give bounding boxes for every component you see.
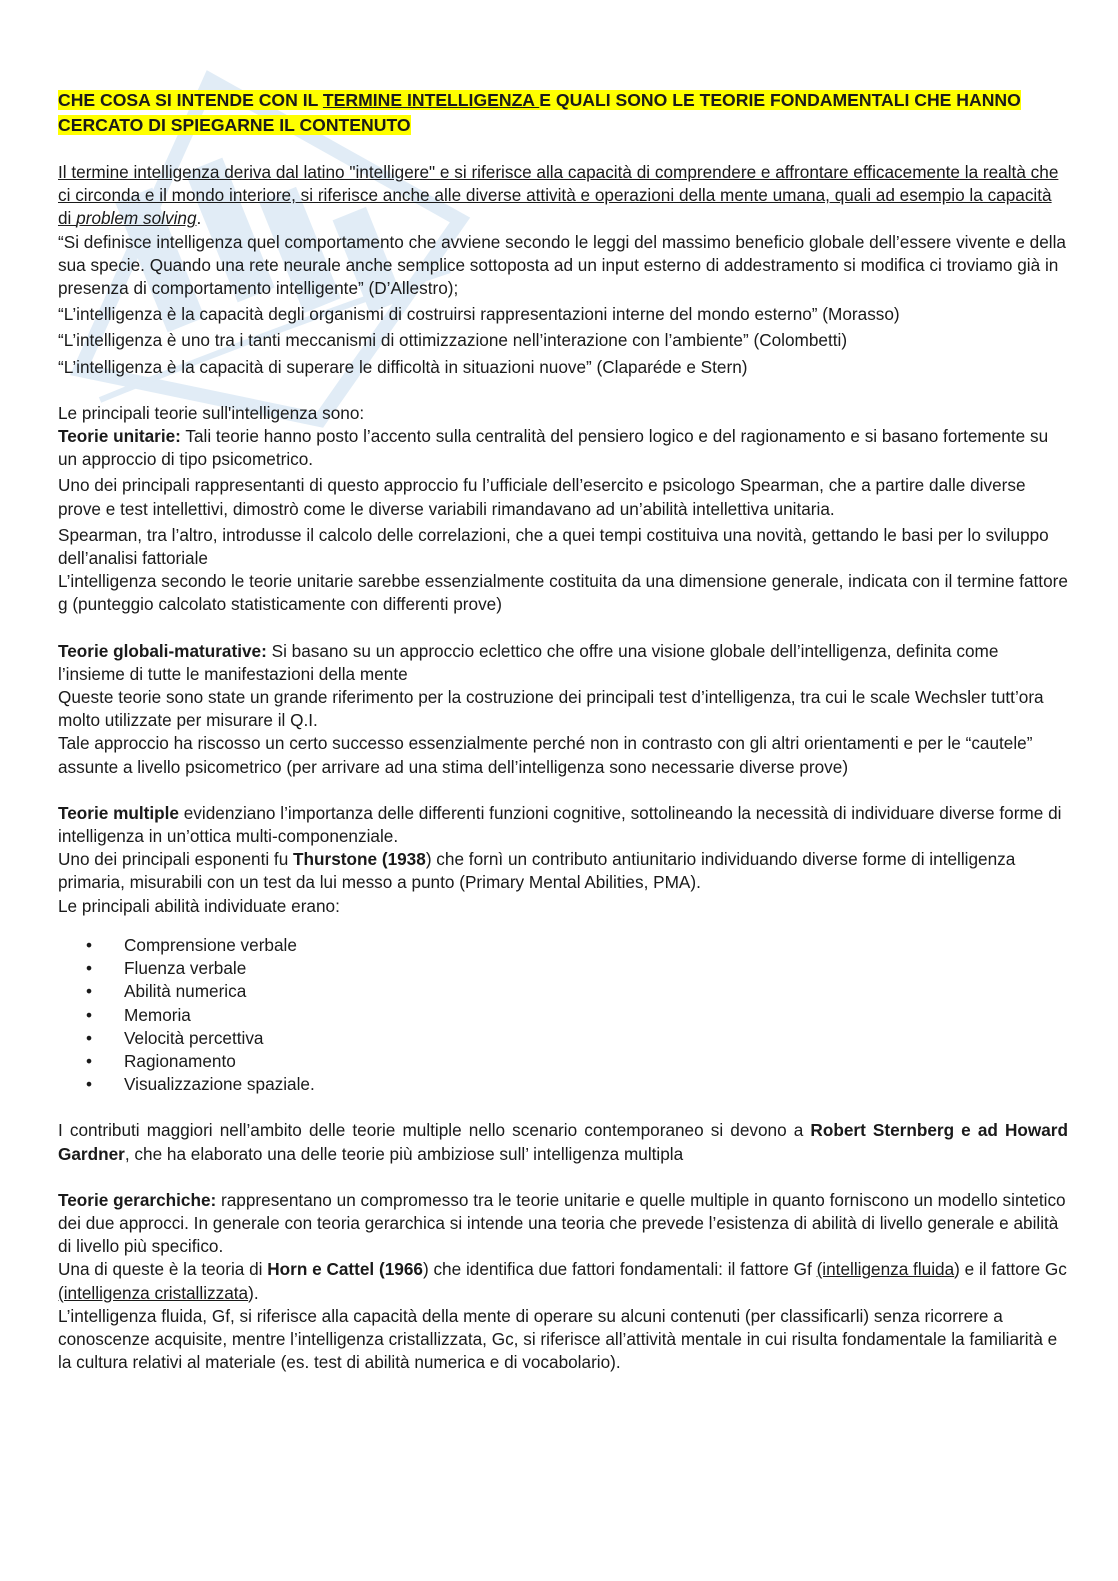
quote-colombetti: “L’intelligenza è uno tra i tanti meccanismi di ottimizzazione nell’interazione con l’ambiente” (Colombetti): [58, 330, 848, 351]
multiple-paragraph-2: Uno dei principali esponenti fu Thurstone (1938) che fornì un contributo antiunitario individuando diverse forme di intelligenza primaria, misurabili con un test da lui messo a punto (Primary Mental Abilities, PMA).: [58, 849, 1016, 893]
globali-heading: Teorie globali-maturative:: [58, 640, 267, 661]
quote-claparede: “L’intelligenza è la capacità di superare le difficoltà in situazioni nuove” (Claparéde e Stern): [58, 356, 748, 377]
globali-paragraph-1: Teorie globali-maturative: Si basano su un approccio eclettico che offre una visione globale dell’intelligenza, definita come l’insieme di tutte le manifestazioni della mente: [58, 640, 999, 684]
gerarchiche-paragraph-1: Teorie gerarchiche: rappresentano un compromesso tra le teorie unitarie e quelle multiple in quanto forniscono un modello sintetico dei due approcci. In generale con teoria gerarchica si intende una teoria che prevede l’esistenza di abilità di livello generale e abilità di livello più specifico.: [58, 1189, 1066, 1257]
list-item: • Abilità numerica: [86, 981, 247, 1002]
title-text: CHE COSA SI INTENDE CON IL: [58, 90, 323, 110]
globali-paragraph-2: Queste teorie sono state un grande riferimento per la costruzione dei principali test d’intelligenza, tra cui le scale Wechsler tutt’ora molto utilizzate per misurare il Q.I.: [58, 687, 1044, 731]
globali-paragraph-3: Tale approccio ha riscosso un certo successo essenzialmente perché non in contrasto con gli altri orientamenti e per le “cautele” assunte a livello psicometrico (per arrivare ad una stima dell’intelligenza sono necessarie diverse prove): [58, 733, 1033, 777]
unitarie-paragraph-3: Spearman, tra l’altro, introdusse il calcolo delle correlazioni, che a quei tempi costituiva una novità, gettando le basi per lo sviluppo dell’analisi fattoriale: [58, 524, 1049, 569]
multiple-paragraph-4: I contributi maggiori nell’ambito delle teorie multiple nello scenario contemporaneo si devono a Robert Sternberg e ad Howard Gardner, che ha elaborato una delle teorie più ambiziose sull’ intelligenza multipla: [58, 1120, 1068, 1164]
gerarchiche-paragraph-2: Una di queste è la teoria di Horn e Cattel (1966) che identifica due fattori fondamentali: il fattore Gf (intelligenza fluida) e il fattore Gc (intelligenza cristallizzata).: [58, 1259, 1067, 1303]
multiple-heading: Teorie multiple: [58, 802, 179, 823]
list-item: • Memoria: [86, 1004, 191, 1025]
title-text-end: E QUALI SONO LE TEORIE FONDAMENTALI CHE HANNO CERCATO DI SPIEGARNE IL CONTENUTO: [58, 90, 1021, 135]
unitarie-paragraph-4: L’intelligenza secondo le teorie unitarie sarebbe essenzialmente costituita da una dimensione generale, indicata con il termine fattore g (punteggio calcolato statisticamente con differenti prove): [58, 571, 1068, 615]
theories-lead: Le principali teorie sull'intelligenza sono:: [58, 402, 365, 423]
quote-dallestro: “Si definisce intelligenza quel comportamento che avviene secondo le leggi del massimo beneficio globale dell’essere vivente e della sua specie. Quando una rete neurale anche semplice sottoposta ad un input esterno di addestramento si modifica ci troviamo già in presenza di comportamento intelligente” (D’Allestro);: [58, 231, 1066, 299]
list-item: • Visualizzazione spaziale.: [86, 1074, 315, 1095]
document-body: [58, 88, 1068, 1374]
list-item: • Ragionamento: [86, 1050, 236, 1071]
abilities-list: [58, 934, 1068, 1096]
multiple-paragraph-1: Teorie multiple evidenziano l’importanza delle differenti funzioni cognitive, sottolineando la necessità di individuare diverse forme di intelligenza in un’ottica multi-componenziale.: [58, 802, 1062, 847]
gerarchiche-heading: Teorie gerarchiche:: [58, 1189, 217, 1210]
intro-definition: Il termine intelligenza deriva dal latino "intelligere" e si riferisce alla capacità di comprendere e affrontare efficacemente la realtà che ci circonda e il mondo interiore, si riferisce anche alle diverse attività e operazioni della mente umana, quali ad esempio la capacità di problem solving.: [58, 162, 1059, 229]
unitarie-heading: Teorie unitarie:: [58, 426, 181, 447]
unitarie-paragraph-2: Uno dei principali rappresentanti di questo approccio fu l’ufficiale dell’esercito e psicologo Spearman, che a partire dalle diverse prove e test intellettivi, dimostrò come le diverse variabili rimandavano ad un’abilità intellettiva unitaria.: [58, 475, 1026, 519]
unitarie-paragraph-1: Teorie unitarie: Tali teorie hanno posto l’accento sulla centralità del pensiero logico e del ragionamento e si basano fortemente su un approccio di tipo psicometrico.: [58, 426, 1049, 470]
list-item: • Fluenza verbale: [86, 958, 247, 979]
multiple-paragraph-3: Le principali abilità individuate erano:: [58, 895, 340, 916]
list-item: • Comprensione verbale: [86, 934, 297, 955]
gerarchiche-paragraph-3: L’intelligenza fluida, Gf, si riferisce alla capacità della mente di operare su alcuni contenuti (per classificarli) senza ricorrere a conoscenze acquisite, mentre l’intelligenza cristallizzata, Gc, si riferisce all’attività mentale in cui risulta fondamentale la familiarità e la cultura relativi al materiale (es. test di abilità numerica e di vocabolario).: [58, 1305, 1058, 1373]
quote-morasso: “L’intelligenza è la capacità degli organismi di costruirsi rappresentazioni interne del mondo esterno” (Morasso): [58, 304, 900, 325]
list-item: • Velocità percettiva: [86, 1027, 264, 1048]
page-title: [58, 88, 1068, 138]
title-underlined: TERMINE INTELLIGENZA: [322, 90, 540, 110]
